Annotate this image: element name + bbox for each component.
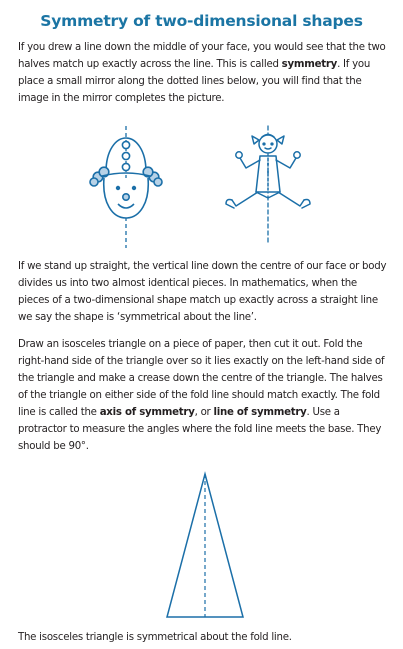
child-figure-illustration (222, 120, 322, 245)
child-arm-left (240, 158, 260, 168)
page-title: Symmetry of two-dimensional shapes (40, 12, 363, 30)
body-division-paragraph: If we stand up straight, the vertical line down the centre of our face or body divides us into two almost identical pieces. In mathematics, when the pieces of a two-dimensional shape match up exactly across a straight line we say the shape is ‘symmetrical about the line’. (18, 261, 387, 323)
child-head (259, 135, 277, 153)
clown-nose (123, 194, 129, 200)
child-leg-right (278, 192, 304, 206)
clown-eye-left (116, 186, 120, 190)
instr-text-2: , or (194, 407, 214, 418)
child-pigtail-right (277, 136, 284, 144)
child-leg-left (232, 192, 258, 206)
child-arm-right (276, 158, 296, 168)
term-line-of-symmetry: line of symmetry (213, 407, 307, 418)
intro-text-1: If you drew a line down the middle of your face, you would see that the two halves match up exactly across the line. This is called (18, 42, 386, 70)
hat-pompom-3 (122, 163, 129, 170)
child-pigtail-left (252, 136, 259, 144)
instr-text-1: Draw an isosceles triangle on a piece of paper, then cut it out. Fold the right-hand side of the triangle over so it lies exactly on the left-hand side of the triangle and make a crease down the centre of the triangle. The halves of the triangle on either side of the fold line should match exactly. The fold line is called the (18, 339, 385, 418)
intro-paragraph (18, 39, 390, 107)
intro-text-2: . If you place a small mirror along the dotted lines below, you will find that the image in the mirror completes the picture. (18, 59, 371, 104)
clown-face-illustration (88, 120, 168, 250)
hat-pompom-1 (122, 141, 129, 148)
child-hand-right (294, 152, 300, 158)
child-hand-left (236, 152, 242, 158)
term-symmetry: symmetry (281, 59, 338, 70)
isosceles-triangle-illustration (160, 470, 250, 620)
hat-pompom-2 (122, 152, 129, 159)
clown-eye-right (132, 186, 136, 190)
instr-text-3: . Use a protractor to measure the angles where the fold line meets the base. They should be 90°. (18, 407, 382, 452)
term-axis-of-symmetry: axis of symmetry (99, 407, 195, 418)
triangle-instructions-paragraph (18, 336, 390, 455)
triangle-caption: The isosceles triangle is symmetrical about the fold line. (18, 632, 292, 643)
